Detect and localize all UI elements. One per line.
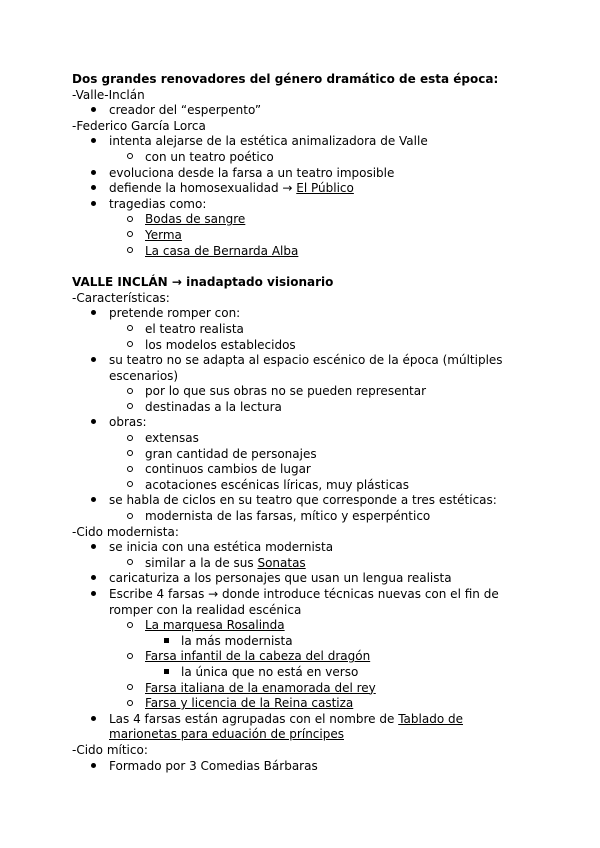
list-item: Las 4 farsas están agrupadas con el nombre de Tablado de marionetas para eduación de príncipes (72, 712, 532, 743)
list-item: caricaturiza a los personajes que usan un lengua realista (72, 571, 532, 587)
section-heading-valle-inclan: VALLE INCLÁN → inadaptado visionario (72, 275, 334, 290)
list-item: continuos cambios de lugar (72, 462, 532, 478)
bullet-circle-icon (123, 338, 137, 354)
list-item: destinadas a la lectura (72, 400, 532, 416)
section-heading-renovadores: Dos grandes renovadores del género dramático de esta época: (72, 72, 499, 86)
bullet-circle-icon (123, 618, 137, 634)
list-item: la más modernista (72, 634, 532, 650)
link-yerma[interactable]: Yerma (145, 227, 182, 242)
subsection-ciclo-modernista: -Cido modernista: (72, 524, 179, 539)
bullet-dot-icon (86, 306, 100, 322)
bullet-dot-icon (86, 134, 100, 150)
bullet-dot-icon (86, 540, 100, 556)
bullet-circle-icon (123, 400, 137, 416)
bullet-circle-icon (123, 431, 137, 447)
bullet-circle-icon (123, 681, 137, 697)
bullet-circle-icon (123, 509, 137, 525)
bullet-square-icon (159, 634, 173, 650)
bullet-circle-icon (123, 150, 137, 166)
bullet-dot-icon (86, 493, 100, 509)
list-item (72, 228, 532, 244)
list-item: similar a la de sus Sonatas (72, 556, 532, 572)
bullet-dot-icon (86, 353, 100, 369)
list-item: extensas (72, 431, 532, 447)
subsection-ciclo-mitico: -Cido mítico: (72, 742, 148, 757)
bullet-dot-icon (86, 712, 100, 728)
link-farsa-italiana[interactable]: Farsa italiana de la enamorada del rey (145, 680, 376, 695)
list-item: se inicia con una estética modernista (72, 540, 532, 556)
list-item: tragedias como: (72, 197, 532, 213)
list-item: los modelos establecidos (72, 338, 532, 354)
list-item: Escribe 4 farsas → donde introduce técnicas nuevas con el fin de romper con la realidad escénica (72, 587, 532, 618)
bullet-dot-icon (86, 181, 100, 197)
document-page (72, 72, 532, 774)
list-item: modernista de las farsas, mítico y esperpéntico (72, 509, 532, 525)
subsection-caracteristicas: -Características: (72, 290, 170, 305)
bullet-circle-icon (123, 212, 137, 228)
bullet-circle-icon (123, 384, 137, 400)
link-farsa-infantil[interactable]: Farsa infantil de la cabeza del dragón (145, 649, 371, 664)
list-item: la única que no está en verso (72, 665, 532, 681)
list-item: gran cantidad de personajes (72, 447, 532, 463)
list-item (72, 681, 532, 697)
author-valle: -Valle-Inclán (72, 87, 145, 102)
list-item: con un teatro poético (72, 150, 532, 166)
bullet-square-icon (159, 665, 173, 681)
list-item (72, 212, 532, 228)
bullet-dot-icon (86, 415, 100, 431)
bullet-dot-icon (86, 587, 100, 603)
bullet-circle-icon (123, 447, 137, 463)
bullet-dot-icon (86, 103, 100, 119)
bullet-circle-icon (123, 244, 137, 260)
bullet-circle-icon (123, 478, 137, 494)
list-item: defiende la homosexualidad → El Público (72, 181, 532, 197)
list-item: creador del “esperpento” (72, 103, 532, 119)
link-sonatas[interactable]: Sonatas (257, 555, 306, 570)
list-item: intenta alejarse de la estética animalizadora de Valle (72, 134, 532, 150)
link-bodas-de-sangre[interactable]: Bodas de sangre (145, 212, 246, 227)
list-item (72, 244, 532, 260)
list-item: por lo que sus obras no se pueden representar (72, 384, 532, 400)
link-tablado-de-marionetas[interactable]: Tablado de marionetas para eduación de príncipes (109, 711, 463, 742)
list-item: el teatro realista (72, 322, 532, 338)
bullet-circle-icon (123, 228, 137, 244)
spacer (72, 259, 532, 275)
link-farsa-y-licencia[interactable]: Farsa y licencia de la Reina castiza (145, 696, 354, 711)
list-item: se habla de ciclos en su teatro que corresponde a tres estéticas: (72, 493, 532, 509)
list-item: pretende romper con: (72, 306, 532, 322)
list-item: su teatro no se adapta al espacio escénico de la época (múltiples escenarios) (72, 353, 532, 384)
bullet-dot-icon (86, 197, 100, 213)
bullet-circle-icon (123, 462, 137, 478)
bullet-circle-icon (123, 322, 137, 338)
bullet-dot-icon (86, 166, 100, 182)
author-lorca: -Federico García Lorca (72, 118, 206, 133)
bullet-circle-icon (123, 649, 137, 665)
link-el-publico[interactable]: El Público (296, 181, 354, 196)
list-item (72, 649, 532, 665)
list-item (72, 696, 532, 712)
bullet-circle-icon (123, 556, 137, 572)
list-item: obras: (72, 415, 532, 431)
bullet-dot-icon (86, 571, 100, 587)
bullet-dot-icon (86, 759, 100, 775)
list-item: evoluciona desde la farsa a un teatro imposible (72, 166, 532, 182)
list-item: acotaciones escénicas líricas, muy plásticas (72, 478, 532, 494)
link-la-marquesa-rosalinda[interactable]: La marquesa Rosalinda (145, 618, 285, 633)
list-item (72, 618, 532, 634)
list-item: Formado por 3 Comedias Bárbaras (72, 759, 532, 775)
link-la-casa-de-bernarda-alba[interactable]: La casa de Bernarda Alba (145, 243, 299, 258)
bullet-circle-icon (123, 696, 137, 712)
